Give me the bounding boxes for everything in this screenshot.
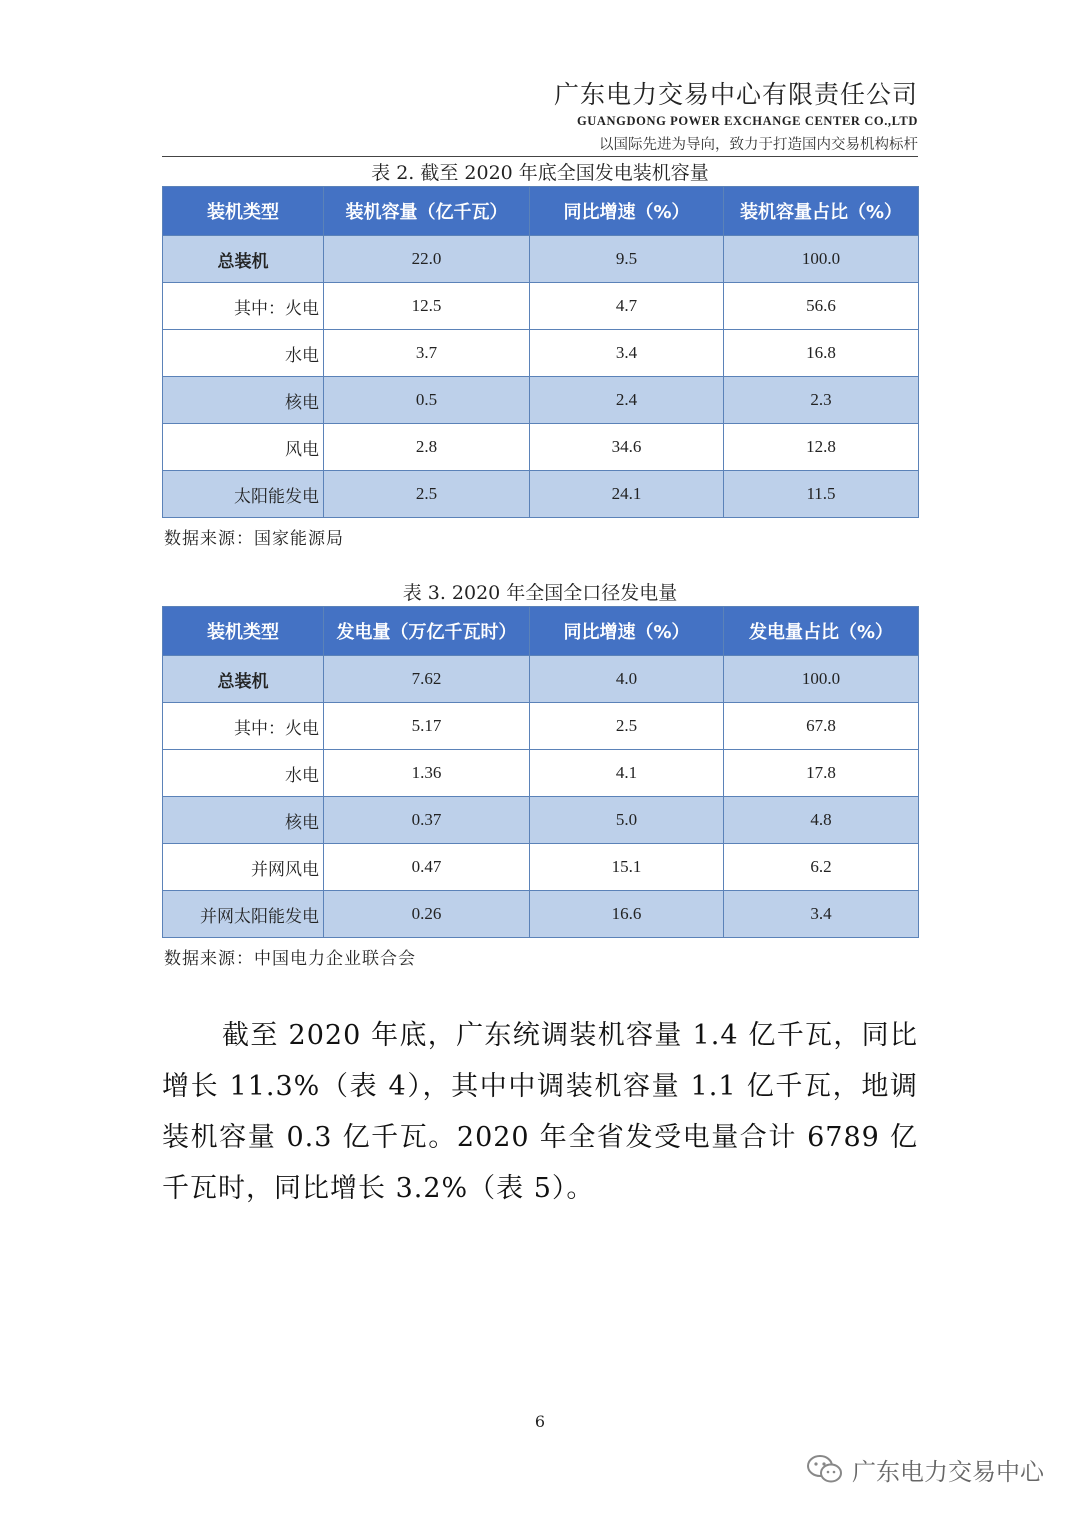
cell: 24.1	[530, 471, 724, 518]
table-row	[163, 844, 919, 891]
cell: 4.7	[530, 283, 724, 330]
table-header-row	[163, 607, 919, 656]
cell: 15.1	[530, 844, 724, 891]
row-label: 核电	[163, 377, 324, 424]
table-row	[163, 750, 919, 797]
column-header: 装机类型	[163, 187, 324, 236]
table-row	[163, 703, 919, 750]
column-header: 装机容量占比（%）	[724, 187, 919, 236]
cell: 4.8	[724, 797, 919, 844]
row-label: 总装机	[163, 656, 324, 703]
cell: 17.8	[724, 750, 919, 797]
cell: 16.8	[724, 330, 919, 377]
column-header: 装机容量（亿千瓦）	[324, 187, 530, 236]
body-paragraph: 截至 2020 年底，广东统调装机容量 1.4 亿千瓦，同比增长 11.3%（表 4），其中中调装机容量 1.1 亿千瓦，地调装机容量 0.3 亿千瓦。2020 年全省发受电量合计 6789 亿千瓦时，同比增长 3.2%（表 5）。	[162, 1020, 918, 1204]
column-header: 发电量占比（%）	[724, 607, 919, 656]
table-row	[163, 330, 919, 377]
table-header-row	[163, 187, 919, 236]
cell: 4.0	[530, 656, 724, 703]
header-divider	[162, 156, 918, 157]
table2-caption: 表 2. 截至 2020 年底全国发电装机容量	[371, 162, 709, 184]
table-row	[163, 377, 919, 424]
company-slogan: 以国际先进为导向，致力于打造国内交易机构标杆	[599, 137, 918, 153]
cell: 12.5	[324, 283, 530, 330]
table-row	[163, 283, 919, 330]
page-number: 6	[534, 1412, 546, 1431]
cell: 3.4	[724, 891, 919, 938]
cell: 6.2	[724, 844, 919, 891]
wechat-watermark	[806, 1452, 1044, 1487]
table2-source: 数据来源：国家能源局	[164, 529, 344, 549]
table3	[162, 606, 919, 938]
row-label: 总装机	[163, 236, 324, 283]
table-row	[163, 471, 919, 518]
table-row	[163, 656, 919, 703]
cell: 0.26	[324, 891, 530, 938]
cell: 0.5	[324, 377, 530, 424]
cell: 34.6	[530, 424, 724, 471]
cell: 2.5	[324, 471, 530, 518]
table-row	[163, 424, 919, 471]
cell: 4.1	[530, 750, 724, 797]
row-label: 水电	[163, 330, 324, 377]
row-label: 并网风电	[163, 844, 324, 891]
table3-caption: 表 3. 2020 年全国全口径发电量	[402, 582, 678, 604]
cell: 16.6	[530, 891, 724, 938]
cell: 100.0	[724, 236, 919, 283]
row-label: 风电	[163, 424, 324, 471]
cell: 2.5	[530, 703, 724, 750]
cell: 9.5	[530, 236, 724, 283]
cell: 0.47	[324, 844, 530, 891]
table-row	[163, 236, 919, 283]
cell: 100.0	[724, 656, 919, 703]
table-row	[163, 797, 919, 844]
cell: 2.3	[724, 377, 919, 424]
table3-source: 数据来源：中国电力企业联合会	[164, 949, 416, 969]
table2	[162, 186, 919, 518]
company-name-en: GUANGDONG POWER EXCHANGE CENTER CO.,LTD	[576, 114, 918, 128]
cell: 5.0	[530, 797, 724, 844]
cell: 56.6	[724, 283, 919, 330]
row-label: 其中：火电	[163, 283, 324, 330]
column-header: 同比增速（%）	[530, 607, 724, 656]
row-label: 太阳能发电	[163, 471, 324, 518]
cell: 0.37	[324, 797, 530, 844]
cell: 2.4	[530, 377, 724, 424]
cell: 3.7	[324, 330, 530, 377]
cell: 7.62	[324, 656, 530, 703]
cell: 3.4	[530, 330, 724, 377]
cell: 12.8	[724, 424, 919, 471]
column-header: 装机类型	[163, 607, 324, 656]
row-label: 并网太阳能发电	[163, 891, 324, 938]
row-label: 水电	[163, 750, 324, 797]
cell: 11.5	[724, 471, 919, 518]
company-name-cn: 广东电力交易中心有限责任公司	[553, 80, 918, 109]
table-row	[163, 891, 919, 938]
wechat-icon	[806, 1454, 844, 1486]
cell: 5.17	[324, 703, 530, 750]
cell: 2.8	[324, 424, 530, 471]
column-header: 发电量（万亿千瓦时）	[324, 607, 530, 656]
cell: 22.0	[324, 236, 530, 283]
row-label: 其中：火电	[163, 703, 324, 750]
cell: 67.8	[724, 703, 919, 750]
cell: 1.36	[324, 750, 530, 797]
row-label: 核电	[163, 797, 324, 844]
watermark-text: 广东电力交易中心	[852, 1458, 1044, 1486]
page-header	[554, 78, 918, 154]
column-header: 同比增速（%）	[530, 187, 724, 236]
